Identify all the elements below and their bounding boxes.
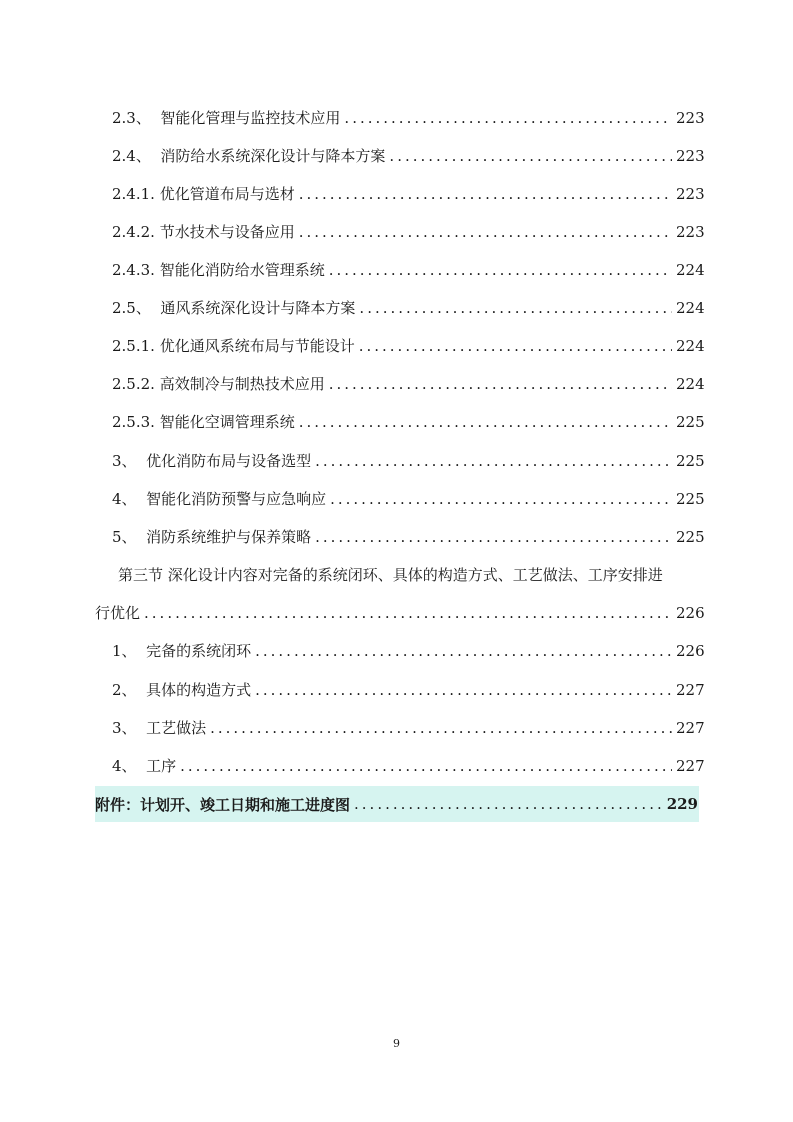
dot-leader: [144, 602, 672, 624]
toc-entry-title: 智能化消防给水管理系统: [159, 261, 325, 279]
toc-entry-page: 224: [676, 299, 705, 317]
dot-leader: [255, 679, 672, 701]
dot-leader: [354, 795, 663, 813]
toc-entry-page: 225: [676, 452, 705, 470]
dot-leader: [329, 373, 672, 395]
toc-entry[interactable]: [112, 183, 705, 205]
toc-entry[interactable]: [112, 259, 705, 281]
toc-entry-title: 智能化空调管理系统: [159, 413, 295, 431]
toc-entry-page: 223: [676, 223, 705, 241]
toc-entry[interactable]: [112, 717, 705, 739]
toc-entry-page: 225: [676, 413, 705, 431]
toc-entry-page: 223: [676, 147, 705, 165]
dot-leader: [359, 335, 672, 357]
toc-entry-number: 4、: [112, 757, 147, 775]
dot-leader: [389, 145, 672, 167]
toc-entry-number: 2、: [112, 681, 147, 699]
toc-entry[interactable]: [112, 145, 705, 167]
toc-entry-number: 2.5、: [112, 299, 161, 317]
toc-entry-page: 225: [676, 528, 705, 546]
toc-entry[interactable]: [112, 679, 705, 701]
toc-entry-number: 2.4.1.: [112, 185, 160, 203]
toc-entry-title: 工序: [146, 757, 177, 775]
toc-entry[interactable]: [112, 526, 705, 548]
dot-leader: [330, 488, 672, 510]
toc-entry-title: 具体的构造方式: [146, 681, 252, 699]
toc-appendix-page: 229: [666, 795, 698, 813]
toc-entry-title: 消防给水系统深化设计与降本方案: [160, 147, 386, 165]
toc-entry-title: 完备的系统闭环: [146, 642, 252, 660]
toc-appendix-entry[interactable]: [95, 786, 699, 822]
toc-entry-title: 高效制冷与制热技术应用: [159, 375, 325, 393]
dot-leader: [210, 717, 672, 739]
toc-entry-number: 4、: [112, 490, 147, 508]
toc-entry-title: 优化消防布局与设备选型: [146, 452, 312, 470]
toc-entry-title: 优化管道布局与选材: [159, 185, 295, 203]
toc-entry-title: 智能化消防预警与应急响应: [146, 490, 327, 508]
dot-leader: [299, 411, 672, 433]
toc-entry-number: 1、: [112, 642, 147, 660]
dot-leader: [329, 259, 672, 281]
toc-entry[interactable]: [112, 488, 705, 510]
toc-entry-number: 2.4、: [112, 147, 161, 165]
dot-leader: [315, 526, 672, 548]
toc-entry-number: 2.4.2.: [112, 223, 160, 241]
toc-entry[interactable]: [112, 335, 705, 357]
toc-section-title-line1[interactable]: 第三节 深化设计内容对完备的系统闭环、具体的构造方式、工艺做法、工序安排进: [118, 566, 663, 584]
toc-entry-page: 226: [676, 642, 705, 660]
toc-entry-number: 3、: [112, 452, 147, 470]
toc-entry-page: 223: [676, 109, 705, 127]
toc-entry-number: 5、: [112, 528, 147, 546]
toc-entry-number: 2.3、: [112, 109, 161, 127]
toc-entry-title: 通风系统深化设计与降本方案: [160, 299, 356, 317]
toc-entry-page: 223: [676, 185, 705, 203]
toc-entry-title: 节水技术与设备应用: [159, 223, 295, 241]
toc-entry[interactable]: [112, 297, 705, 319]
toc-entry-page: 227: [676, 757, 705, 775]
toc-entry[interactable]: [112, 640, 705, 662]
toc-entry-title: 消防系统维护与保养策略: [146, 528, 312, 546]
dot-leader: [315, 450, 672, 472]
toc-section-title-line2: 行优化: [95, 604, 141, 622]
toc-entry-page: 224: [676, 375, 705, 393]
toc-entry-page: 224: [676, 337, 705, 355]
toc-entry[interactable]: [112, 411, 705, 433]
toc-entry-number: 2.5.1.: [112, 337, 160, 355]
toc-entry-title: 工艺做法: [146, 719, 207, 737]
dot-leader: [255, 640, 672, 662]
toc-entry-number: 3、: [112, 719, 147, 737]
toc-entry-number: 2.4.3.: [112, 261, 160, 279]
toc-appendix-title: 附件：计划开、竣工日期和施工进度图: [95, 795, 351, 814]
toc-section-entry[interactable]: [95, 602, 705, 624]
dot-leader: [180, 755, 672, 777]
toc-entry[interactable]: [112, 221, 705, 243]
toc-entry-page: 224: [676, 261, 705, 279]
toc-entry-page: 227: [676, 681, 705, 699]
toc-entry[interactable]: [112, 755, 705, 777]
dot-leader: [299, 221, 672, 243]
toc-entry[interactable]: [112, 373, 705, 395]
toc-entry-title: 优化通风系统布局与节能设计: [159, 337, 355, 355]
toc-entry-number: 2.5.2.: [112, 375, 160, 393]
dot-leader: [299, 183, 672, 205]
toc-entry-page: 226: [676, 604, 705, 622]
dot-leader: [344, 107, 672, 129]
toc-entry[interactable]: [112, 107, 705, 129]
toc-entry[interactable]: [112, 450, 705, 472]
page-number: 9: [393, 1037, 400, 1050]
toc-entry-page: 225: [676, 490, 705, 508]
toc-entry-number: 2.5.3.: [112, 413, 160, 431]
toc-entry-title: 智能化管理与监控技术应用: [160, 109, 341, 127]
dot-leader: [359, 297, 672, 319]
toc-entry-page: 227: [676, 719, 705, 737]
